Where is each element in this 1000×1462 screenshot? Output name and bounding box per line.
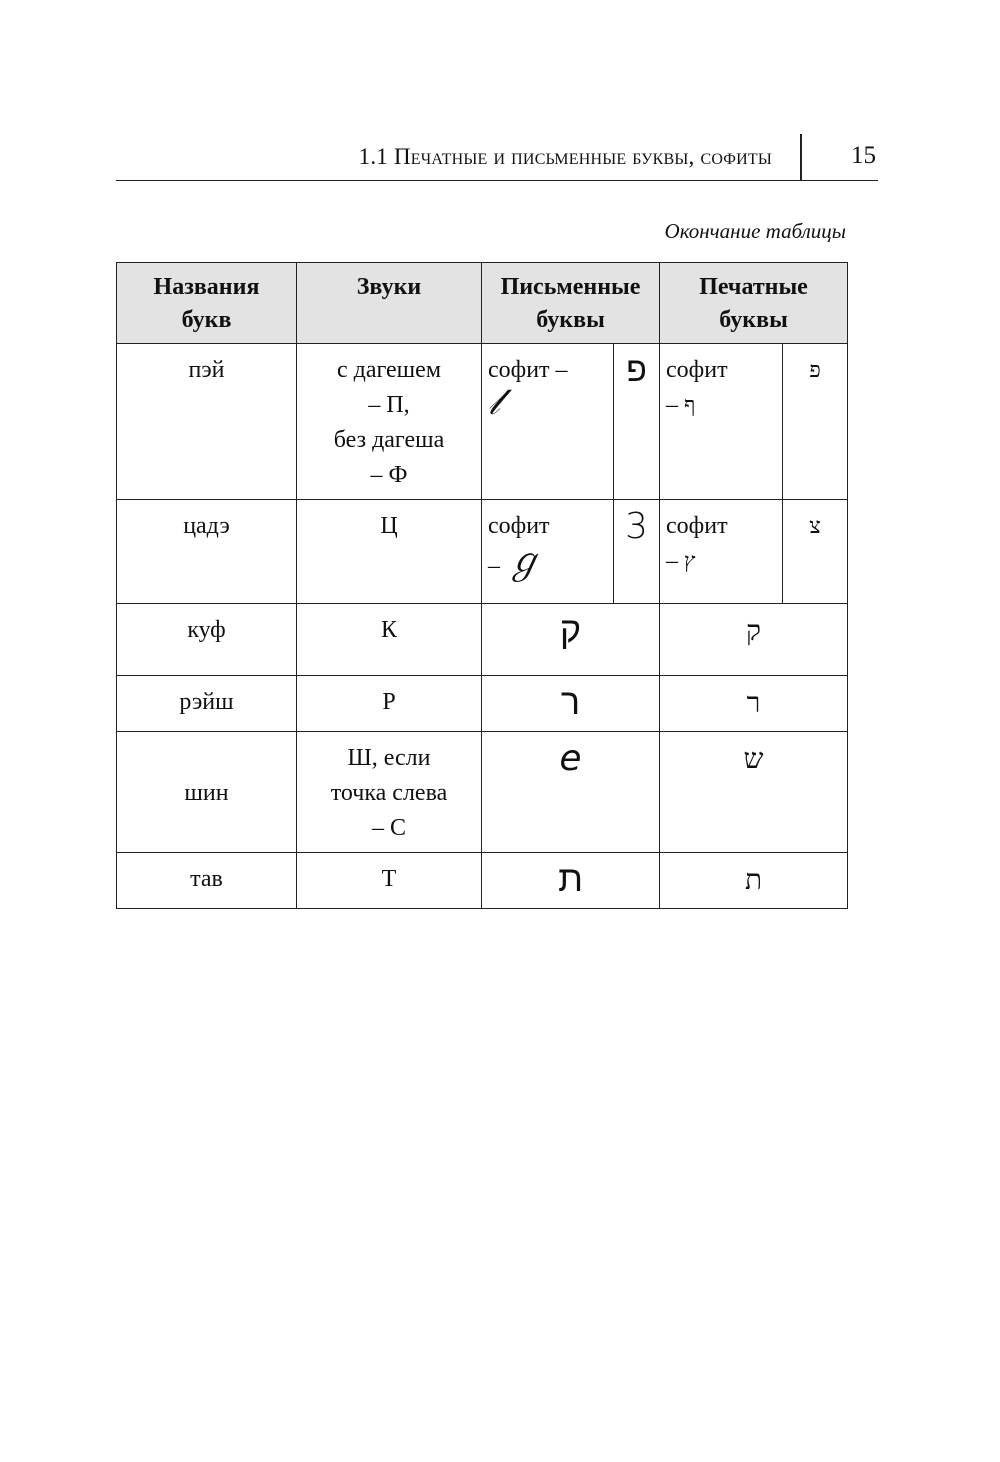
written-letter — [614, 344, 660, 500]
letter-sound — [297, 853, 482, 909]
written-sofit — [482, 500, 614, 604]
header-written-line: Письменные — [500, 274, 641, 300]
letter-name: куф — [117, 604, 297, 676]
header-names — [117, 263, 297, 344]
letter-sound — [297, 732, 482, 853]
written-glyph: 3 — [625, 506, 648, 547]
printed-letter — [660, 676, 848, 732]
table-row — [117, 853, 848, 909]
sound-line: – П, — [368, 392, 410, 418]
letters-table — [116, 262, 848, 909]
table-row — [117, 344, 848, 500]
sound-line: с дагешем — [336, 357, 441, 383]
sound-line: Р — [382, 689, 396, 715]
sound-line: К — [380, 617, 397, 643]
printed-letter — [660, 732, 848, 853]
letter-sound — [297, 676, 482, 732]
written-glyph: e — [559, 738, 582, 779]
written-letter — [482, 853, 660, 909]
sofit-label: софит — [666, 513, 728, 539]
printed-glyph: ר — [746, 686, 761, 719]
header-printed — [660, 263, 848, 344]
written-glyph: ת — [558, 859, 583, 900]
letter-name: пэй — [117, 344, 297, 500]
header-divider — [800, 134, 802, 180]
written-glyph: ק — [559, 610, 582, 651]
sofit-label: софит – — [488, 357, 568, 383]
written-glyph: ר — [560, 682, 581, 723]
written-sofit-line — [488, 541, 607, 584]
header-names-line: букв — [181, 307, 232, 333]
table-row — [117, 676, 848, 732]
header-title: 1.1 Печатные и письменные буквы, софиты — [358, 144, 772, 169]
sofit-dash: – — [488, 553, 500, 579]
sound-line: – Ф — [370, 462, 408, 488]
written-sofit-letter: ℊ — [506, 541, 543, 582]
printed-sofit-glyph: ף — [684, 393, 696, 418]
page-number: 15 — [851, 142, 876, 169]
printed-glyph: ש — [743, 742, 764, 775]
header-written-line: буквы — [536, 307, 605, 333]
letter-name: тав — [117, 853, 297, 909]
written-letter — [482, 604, 660, 676]
sofit-dash: – — [666, 548, 679, 574]
printed-letter — [660, 853, 848, 909]
written-sofit-letter: 𝓁 — [488, 382, 500, 423]
printed-sofit-line — [666, 388, 776, 423]
sound-line: точка слева — [330, 780, 448, 806]
printed-glyph: ק — [746, 614, 761, 647]
table-row — [117, 604, 848, 676]
letter-name: цадэ — [117, 500, 297, 604]
letter-name: шин — [117, 732, 297, 853]
printed-glyph: פ — [809, 358, 821, 383]
sound-line: Ц — [380, 513, 398, 539]
sound-line: – С — [371, 815, 406, 841]
printed-sofit-line — [666, 544, 776, 579]
header-printed-line: буквы — [719, 307, 788, 333]
running-header — [116, 134, 878, 181]
sofit-dash: – — [666, 392, 679, 418]
sound-line: Ш, если — [347, 745, 431, 771]
printed-sofit-glyph: ץ — [684, 549, 696, 574]
printed-letter — [783, 344, 848, 500]
printed-letter — [660, 604, 848, 676]
letter-name: рэйш — [117, 676, 297, 732]
header-sounds-line: Звуки — [356, 274, 422, 300]
written-sofit — [482, 344, 614, 500]
written-letter — [482, 676, 660, 732]
written-glyph: פ — [626, 350, 647, 390]
table-row — [117, 732, 848, 853]
header-names-line: Названия — [153, 274, 260, 300]
sofit-label: софит — [666, 357, 728, 383]
header-sounds — [297, 263, 482, 344]
header-printed-line: Печатные — [699, 274, 808, 300]
letter-sound — [297, 500, 482, 604]
header-written — [482, 263, 660, 344]
letter-sound — [297, 344, 482, 500]
letter-sound — [297, 604, 482, 676]
table-row — [117, 500, 848, 604]
written-letter — [482, 732, 660, 853]
printed-glyph: ת — [744, 863, 763, 896]
sound-line: без дагеша — [333, 427, 445, 453]
table-header-row — [117, 263, 848, 344]
sofit-label: софит — [488, 513, 550, 539]
printed-sofit — [660, 344, 783, 500]
table-caption: Окончание таблицы — [664, 219, 846, 243]
printed-glyph: צ — [809, 514, 821, 539]
printed-sofit — [660, 500, 783, 604]
printed-letter — [783, 500, 848, 604]
written-letter — [614, 500, 660, 604]
sound-line: Т — [381, 866, 397, 892]
